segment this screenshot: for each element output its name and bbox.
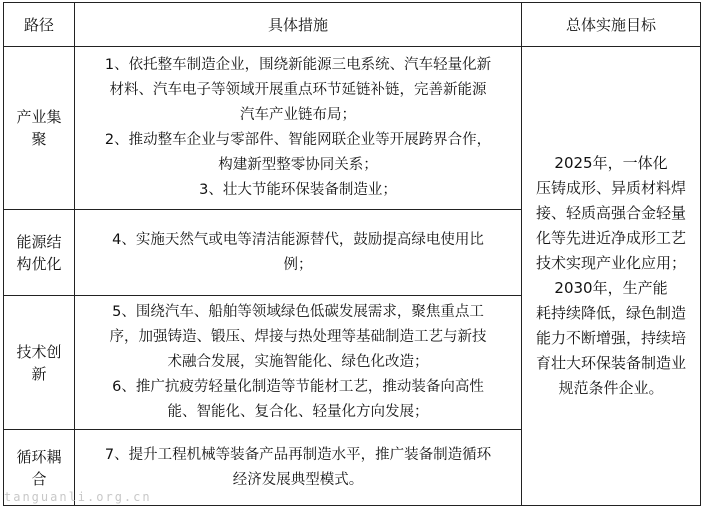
- goal-line: 耗持续降低，绿色制造: [535, 304, 686, 322]
- goal-line: 能力不断增强，持续培: [535, 329, 686, 347]
- header-row: [4, 3, 701, 47]
- goal-line: 化等先进近净成形工艺: [535, 229, 686, 247]
- measure-line: 能、智能化、复合化、轻量化方向发展；: [167, 404, 429, 420]
- measure-cell: [75, 47, 522, 210]
- table-row: [4, 47, 701, 210]
- goal-line: 2030年，生产能: [554, 279, 668, 297]
- path-line: 产业集: [16, 108, 62, 126]
- path-cell: [4, 296, 75, 430]
- goal-line: 技术实现产业化应用；: [535, 254, 686, 272]
- goal-line: 接、轻质高强合金轻量: [535, 204, 686, 222]
- goal-line: 压铸成形、异质材料焊: [535, 179, 686, 197]
- goal-line: 规范条件企业。: [558, 379, 664, 397]
- measure-line: 7、提升工程机械等装备产品再制造水平，推广装备制造循环: [104, 446, 492, 463]
- path-line: 技术创: [16, 342, 62, 361]
- measure-line: 经济发展典型模式。: [232, 471, 364, 488]
- measure-line: 构建新型整零协同关系；: [218, 157, 378, 173]
- measure-line: 6、推广抗疲劳轻量化制造等节能材工艺，推动装备向高性: [112, 379, 484, 395]
- header-path: 路径: [4, 3, 75, 47]
- measure-line: 序，加强铸造、锻压、焊接与热处理等基础制造工艺与新技: [109, 329, 487, 345]
- path-cell: [4, 210, 75, 296]
- header-measures: 具体措施: [75, 3, 522, 47]
- goal-cell: [522, 47, 701, 506]
- measure-line: 2、推动整车企业与零部件、智能网联企业等开展跨界合作，: [104, 132, 492, 148]
- measure-line: 3、壮大节能环保装备制造业；: [199, 182, 397, 198]
- measure-line: 汽车产业链布局；: [240, 107, 356, 123]
- measure-line: 5、围绕汽车、船舶等领域绿色低碳发展需求，聚焦重点工: [112, 304, 484, 320]
- measure-cell: [75, 210, 522, 296]
- goal-line: 育壮大环保装备制造业: [535, 354, 686, 372]
- measure-line: 1、依托整车制造企业，围绕新能源三电系统、汽车轻量化新: [104, 57, 492, 73]
- path-line: 聚: [31, 130, 47, 148]
- measures-table: [3, 2, 701, 506]
- measure-line: 例；: [283, 256, 313, 273]
- measure-line: 术融合发展，实施智能化、绿色化改造；: [167, 354, 429, 370]
- measure-line: 材料、汽车电子等领域开展重点环节延链补链，完善新能源: [109, 82, 487, 98]
- watermark: tanguanli.org.cn: [4, 490, 152, 504]
- path-line: 能源结: [16, 232, 62, 251]
- path-line: 构优化: [16, 254, 62, 273]
- path-line: 合: [31, 469, 47, 488]
- path-cell: [4, 47, 75, 210]
- header-goal: 总体实施目标: [522, 3, 701, 47]
- measure-cell: [75, 296, 522, 430]
- path-line: 新: [31, 364, 47, 383]
- path-line: 循环耦: [16, 447, 62, 466]
- goal-line: 2025年，一体化: [554, 154, 668, 172]
- measure-line: 4、实施天然气或电等清洁能源替代，鼓励提高绿电使用比: [112, 231, 484, 248]
